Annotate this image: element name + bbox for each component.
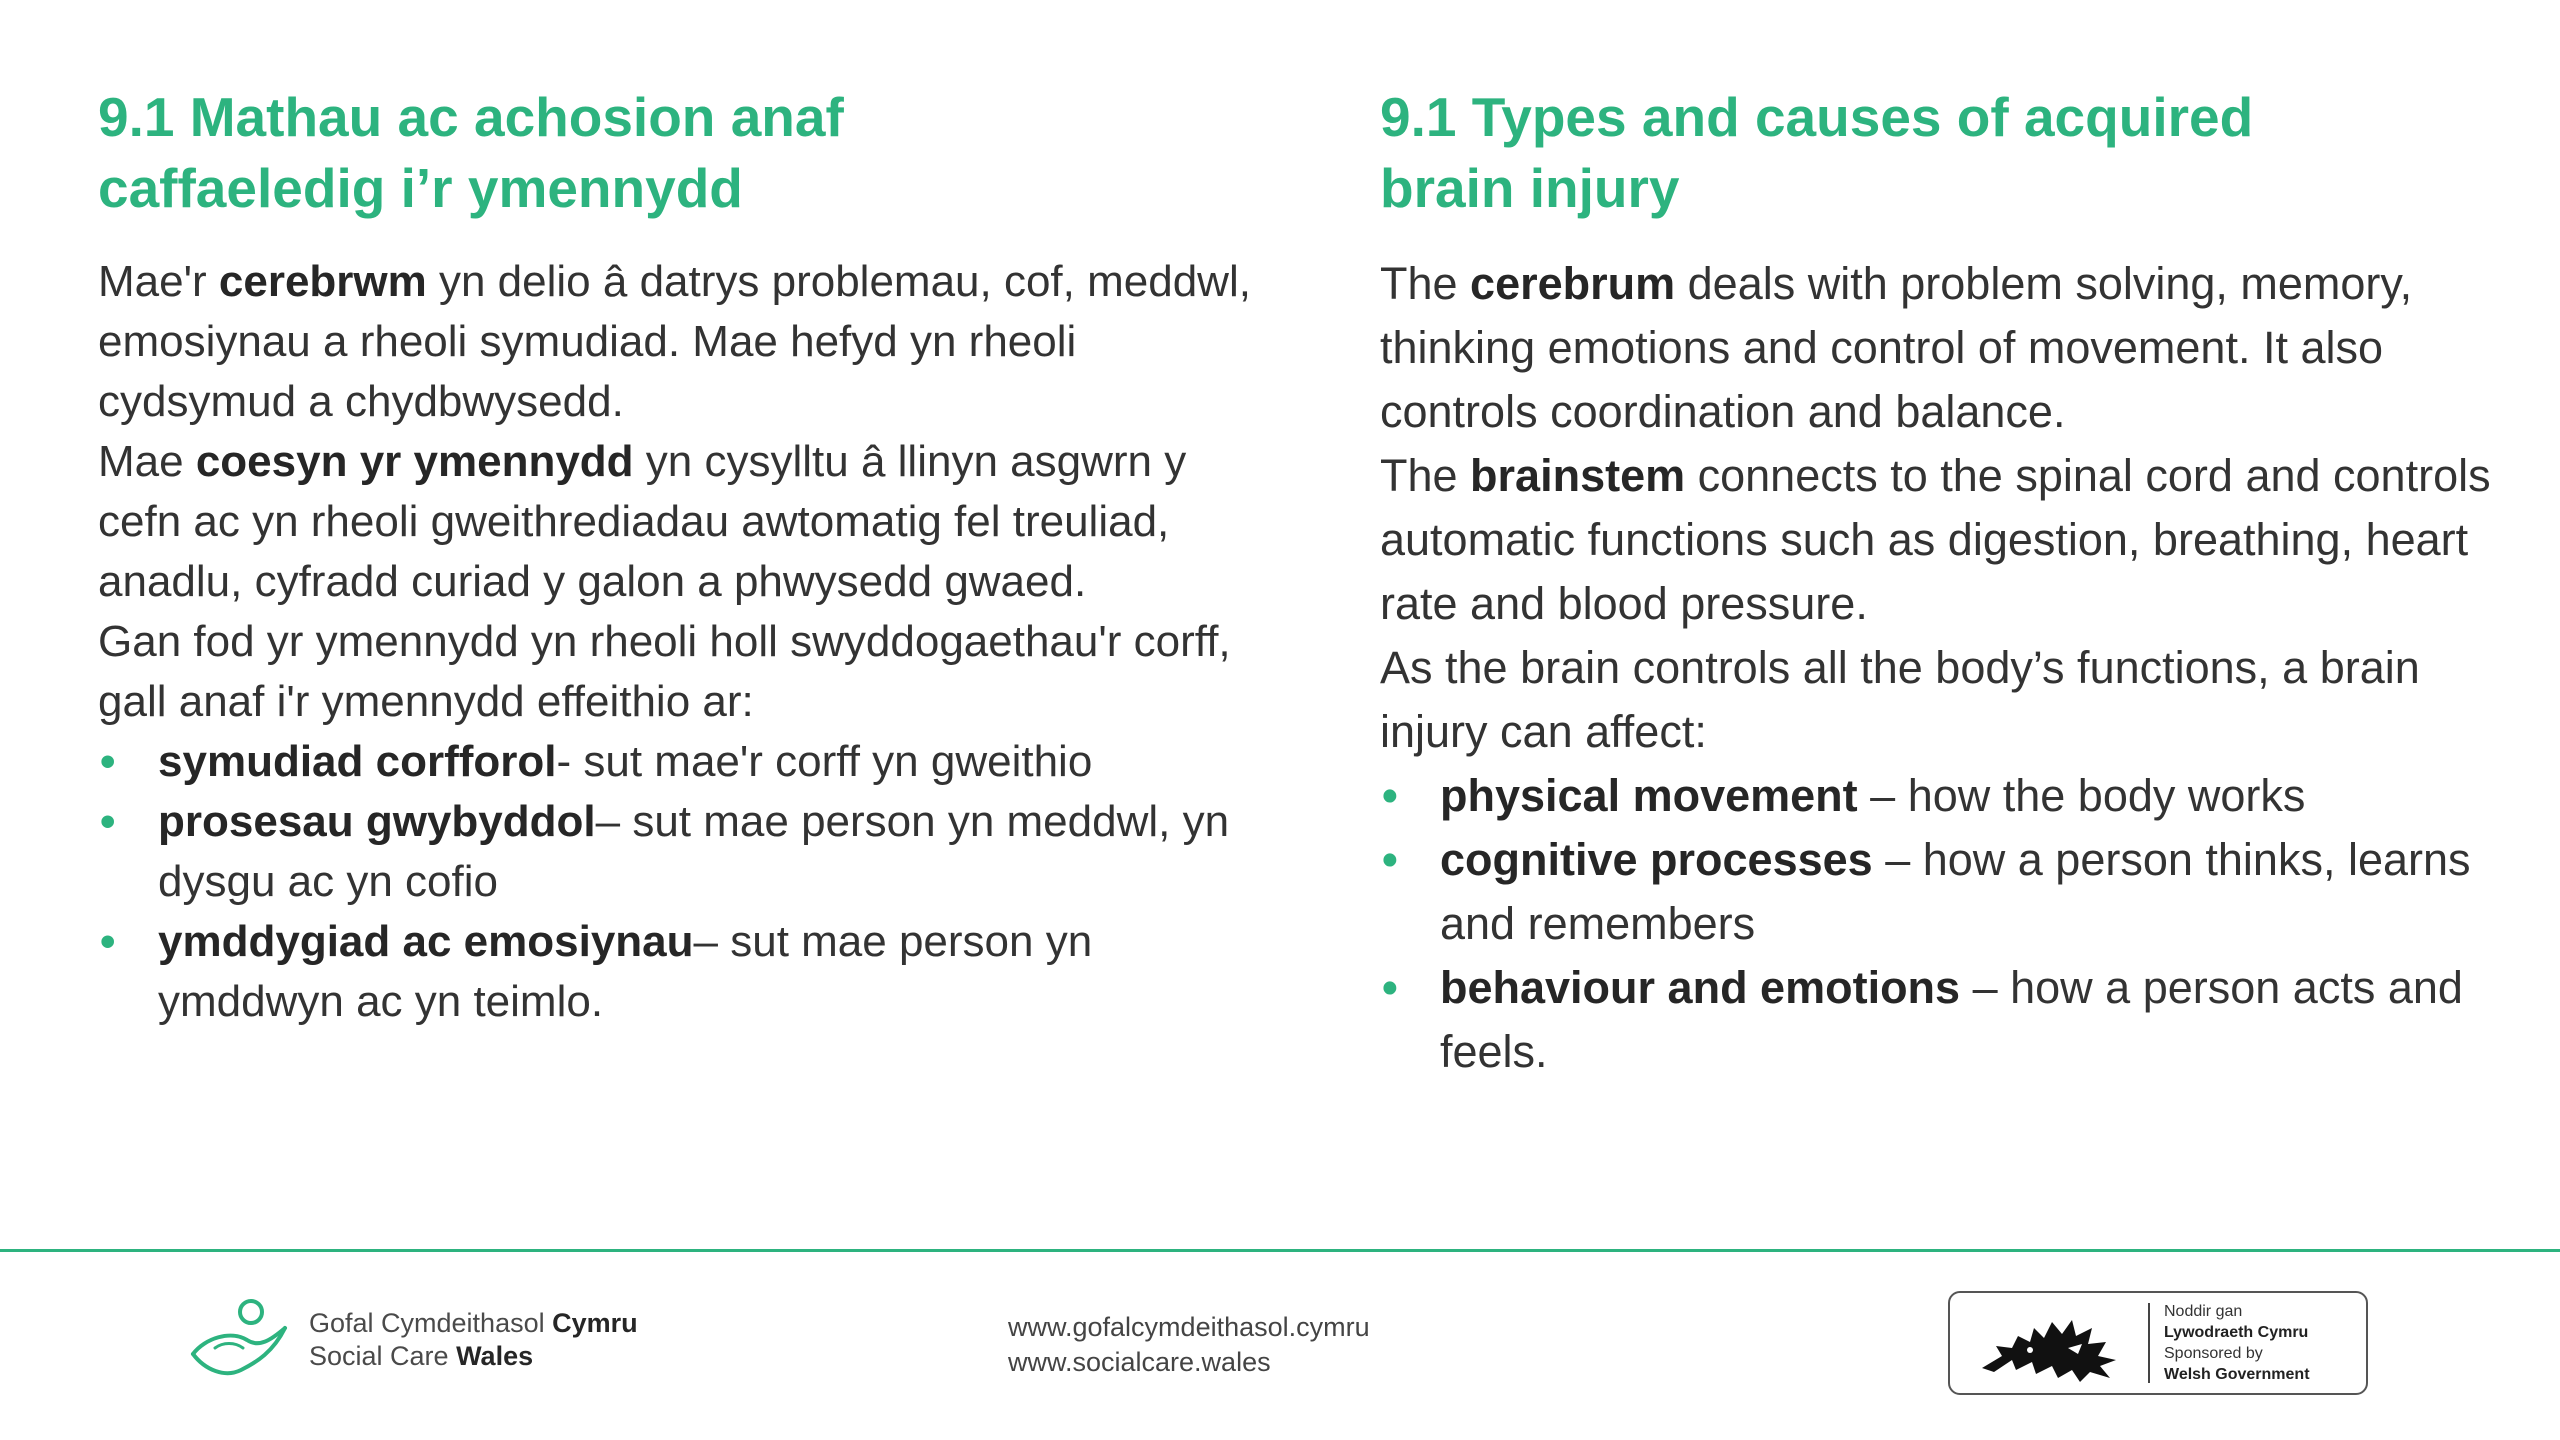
list-item: • cognitive processes – how a person thinks, learns and remembers bbox=[1380, 828, 2500, 956]
welsh-government-logo bbox=[1948, 1291, 2368, 1395]
english-column bbox=[1380, 82, 2500, 1084]
welsh-term-cerebrum: cerebrwm bbox=[218, 257, 427, 306]
footer-divider bbox=[0, 1249, 2560, 1252]
welsh-title-line2: caffaeledig i’r ymennydd bbox=[98, 157, 743, 219]
welsh-bullet-list bbox=[98, 732, 1278, 1032]
gov-sponsor-text: Noddir gan Lywodraeth Cymru Sponsored by Welsh Government bbox=[2164, 1303, 2310, 1383]
welsh-title-line1: 9.1 Mathau ac achosion anaf bbox=[98, 86, 844, 148]
english-paragraph-intro: As the brain controls all the body’s functions, a brain injury can affect: bbox=[1380, 642, 2420, 757]
english-title-line2: brain injury bbox=[1380, 157, 1680, 219]
english-bullet-list bbox=[1380, 764, 2500, 1084]
bullet-icon: • bbox=[100, 737, 116, 786]
url-welsh[interactable]: www.gofalcymdeithasol.cymru bbox=[1008, 1312, 1370, 1342]
list-item: • symudiad corfforol- sut mae'r corff yn gweithio bbox=[98, 732, 1278, 792]
list-item: • prosesau gwybyddol– sut mae person yn meddwl, yn dysgu ac yn cofio bbox=[98, 792, 1278, 912]
list-item: • behaviour and emotions – how a person acts and feels. bbox=[1380, 956, 2500, 1084]
list-item: • physical movement – how the body works bbox=[1380, 764, 2500, 828]
english-title-line1: 9.1 Types and causes of acquired bbox=[1380, 86, 2254, 148]
url-english[interactable]: www.socialcare.wales bbox=[1008, 1347, 1271, 1377]
welsh-dragon-icon bbox=[1972, 1298, 2142, 1388]
english-paragraph-brainstem: The brainstem connects to the spinal cord and controls automatic functions such as digestion, breathing, heart rate and blood pressure. bbox=[1380, 450, 2491, 629]
welsh-column bbox=[98, 82, 1278, 1032]
social-care-wales-logo bbox=[185, 1296, 638, 1384]
welsh-term-brainstem: coesyn yr ymennydd bbox=[195, 437, 634, 486]
list-item: • ymddygiad ac emosiynau– sut mae person yn ymddwyn ac yn teimlo. bbox=[98, 912, 1278, 1032]
bullet-icon: • bbox=[1382, 770, 1398, 821]
social-care-wales-logo-icon bbox=[185, 1296, 295, 1384]
welsh-paragraph-brainstem: Mae coesyn yr ymennydd yn cysylltu â llinyn asgwrn y cefn ac yn rheoli gweithrediadau awtomatig fel treuliad, anadlu, cyfradd curiad y galon a phwysedd gwaed. bbox=[98, 437, 1187, 606]
english-term-brainstem: brainstem bbox=[1470, 450, 1686, 501]
english-paragraph-cerebrum: The cerebrum deals with problem solving, memory, thinking emotions and control of movement. It also controls coordination and balance. bbox=[1380, 258, 2413, 437]
welsh-paragraph-cerebrum: Mae'r cerebrwm yn delio â datrys problemau, cof, meddwl, emosiynau a rheoli symudiad. Mae hefyd yn rheoli cydsymud a chydbwysedd. bbox=[98, 257, 1251, 426]
welsh-title bbox=[98, 82, 1278, 224]
footer-urls bbox=[1008, 1310, 1370, 1380]
bullet-icon: • bbox=[100, 917, 116, 966]
bullet-icon: • bbox=[100, 797, 116, 846]
bullet-icon: • bbox=[1382, 962, 1398, 1013]
welsh-paragraph-intro: Gan fod yr ymennydd yn rheoli holl swyddogaethau'r corff, gall anaf i'r ymennydd effeithio ar: bbox=[98, 617, 1231, 726]
english-term-cerebrum: cerebrum bbox=[1470, 258, 1676, 309]
org-name: Gofal Cymdeithasol Cymru Social Care Wales bbox=[309, 1308, 638, 1371]
bullet-icon: • bbox=[1382, 834, 1398, 885]
english-title bbox=[1380, 82, 2500, 224]
gov-logo-divider bbox=[2148, 1303, 2150, 1383]
